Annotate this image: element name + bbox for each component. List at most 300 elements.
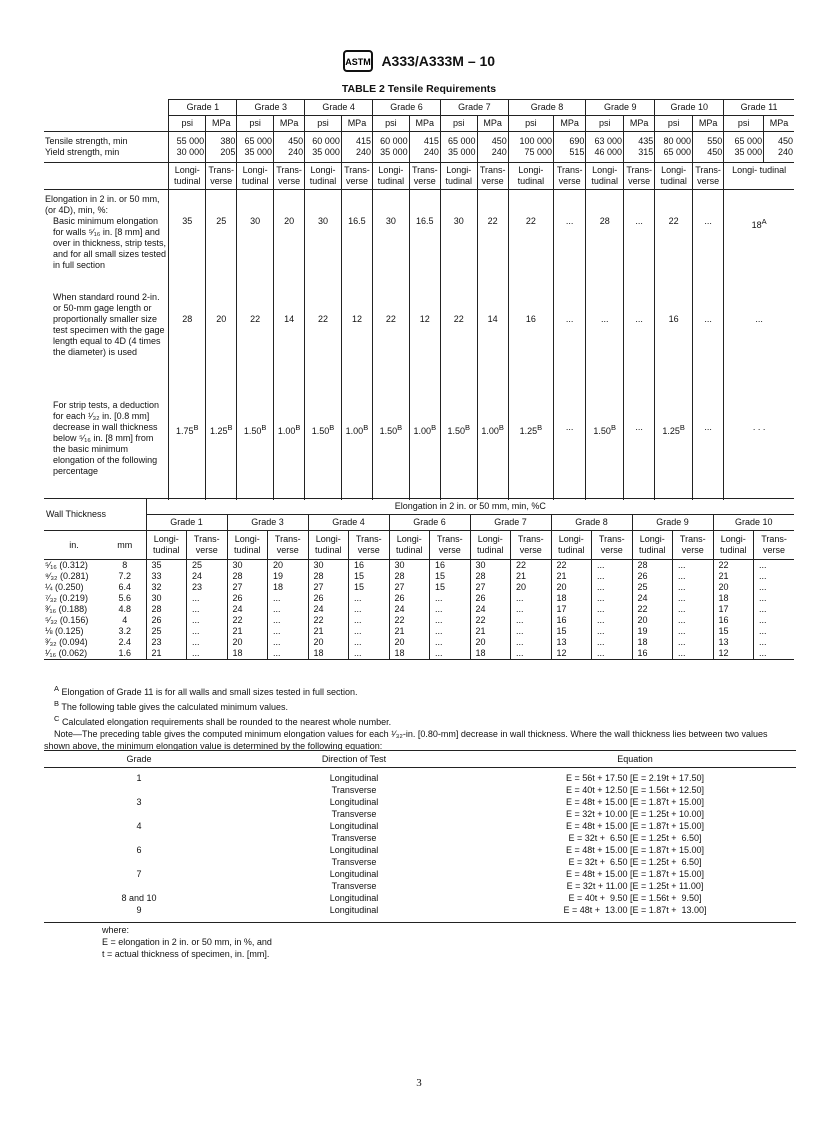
equation-formula: E = 48t + 15.00 [E = 1.87t + 15.00] — [565, 797, 705, 807]
equation-direction: Longitudinal — [234, 904, 474, 923]
strength-cell — [655, 132, 693, 163]
elongation-value: 24 — [389, 604, 430, 615]
row3-value: $1.00^B$ — [409, 400, 440, 500]
elongation-value: 24 — [632, 593, 673, 604]
thickness-mm: 6.4 — [118, 582, 131, 592]
grade-header: Grade 3 — [227, 515, 308, 531]
unit-header: psi — [237, 116, 274, 132]
tensile-value: 450 — [491, 136, 507, 146]
elongation-value: ... — [673, 604, 714, 615]
elongation-value: 16 — [713, 615, 754, 626]
elongation-value: ... — [673, 582, 714, 593]
thickness-mm: 2.4 — [118, 637, 131, 647]
row1-value: 16.5 — [409, 190, 440, 293]
row1-value: ... — [692, 190, 723, 293]
row3-value: ... — [554, 400, 586, 500]
yield-label: Yield strength, min — [45, 147, 120, 157]
row3-value: $1.25^B$ — [206, 400, 237, 500]
yield-value: 65 000 — [663, 147, 691, 157]
direction-header-g11: Longi- tudinal — [724, 163, 794, 190]
row2-value: 22 — [440, 292, 477, 400]
elongation-value: 21 — [470, 626, 511, 637]
elongation-span-header: Elongation in 2 in. or 50 mm, min, %C — [146, 499, 794, 515]
elongation-value: 22 — [511, 560, 552, 572]
row2-label: When standard round 2-in. or 50-mm gage length or proportionally smaller size test specimen with the gage length equal to 4D (4 times the diameter) is used — [53, 292, 165, 357]
elongation-value: 12 — [551, 648, 592, 660]
direction-header: Longi- tudinal — [508, 163, 553, 190]
elongation-value: ... — [511, 637, 552, 648]
elongation-value: 23 — [146, 637, 187, 648]
row2-value: 14 — [477, 292, 508, 400]
equation-row — [44, 856, 796, 868]
row3-label-cell — [44, 400, 169, 500]
elongation-value: 20 — [551, 582, 592, 593]
elongation-value: ... — [430, 637, 471, 648]
elongation-value: 13 — [713, 637, 754, 648]
equation-row — [44, 832, 796, 844]
row3-value: $1.25^B$ — [655, 400, 693, 500]
unit-header: MPa — [477, 116, 508, 132]
direction-header: Trans- verse — [409, 163, 440, 190]
row3-value: $1.00^B$ — [477, 400, 508, 500]
equation-grade — [44, 880, 234, 892]
elongation-value: 13 — [551, 637, 592, 648]
tensile-requirements-table — [44, 99, 794, 500]
elongation-value: 26 — [389, 593, 430, 604]
elongation-value: 23 — [187, 582, 228, 593]
row3-value: $1.50^B$ — [373, 400, 410, 500]
thickness-mm: 5.6 — [118, 593, 131, 603]
tensile-value: 100 000 — [519, 136, 553, 146]
equation-direction: Longitudinal — [329, 821, 379, 831]
row2-g11-value: ... — [724, 292, 794, 400]
grade-header: Grade 9 — [632, 515, 713, 531]
elongation-value: ... — [349, 593, 390, 604]
grade-header: Grade 6 — [389, 515, 470, 531]
elongation-value: ... — [592, 604, 633, 615]
elongation-value: ... — [349, 626, 390, 637]
elongation-value: 20 — [511, 582, 552, 593]
tensile-value: 65 000 — [244, 136, 272, 146]
elongation-value: 30 — [227, 560, 268, 572]
tensile-value: 65 000 — [734, 136, 763, 146]
strength-cell — [237, 132, 274, 163]
equation-direction: Longitudinal — [329, 893, 379, 903]
elongation-value: ... — [349, 637, 390, 648]
elongation-value: 25 — [187, 560, 228, 572]
elongation-value: 22 — [308, 615, 349, 626]
strength-cell — [409, 132, 440, 163]
grade-header: Grade 7 — [440, 100, 508, 116]
strength-cell — [724, 132, 764, 163]
elongation-value: 20 — [227, 637, 268, 648]
elongation-value: 18 — [470, 648, 511, 660]
yield-value: 30 000 — [176, 147, 205, 157]
equation-formula: E = 48t + 13.00 [E = 1.87t + 13.00] — [474, 904, 796, 923]
thickness-in: ⁹⁄₃₂ (0.281) — [45, 571, 89, 581]
row3-value: $1.50^B$ — [237, 400, 274, 500]
elongation-value: ... — [592, 626, 633, 637]
equation-formula: E = 48t + 15.00 [E = 1.87t + 15.00] — [565, 845, 705, 855]
row1-label: Basic minimum elongation for walls ⁵⁄₁₆ in. [8 mm] and over in thickness, strip tests, and for all small sizes tested in full section — [53, 216, 167, 270]
elongation-value: ... — [592, 615, 633, 626]
elongation-value: ... — [430, 615, 471, 626]
elongation-value: 19 — [268, 571, 309, 582]
page-header — [0, 50, 838, 72]
elongation-value: ... — [673, 571, 714, 582]
elongation-value: 21 — [511, 571, 552, 582]
page-number: 3 — [416, 1077, 422, 1089]
elongation-value: 15 — [349, 571, 390, 582]
document-id: A333/A333M – 10 — [381, 53, 496, 69]
equation-grade: 1 — [136, 773, 142, 783]
elongation-value: 27 — [308, 582, 349, 593]
elongation-value: 16 — [349, 560, 390, 572]
elongation-value: 18 — [713, 593, 754, 604]
yield-value: 46 000 — [594, 147, 623, 157]
thickness-mm: 8 — [104, 560, 146, 572]
elongation-value: 15 — [551, 626, 592, 637]
unit-header: MPa — [206, 116, 237, 132]
astm-logo-icon — [343, 50, 373, 72]
direction-header: Longi- tudinal — [440, 163, 477, 190]
row1-value: 30 — [305, 190, 342, 293]
row2-value: 12 — [341, 292, 372, 400]
strength-cell — [692, 132, 723, 163]
row1-value: 30 — [373, 190, 410, 293]
grade-header: Grade 1 — [146, 515, 227, 531]
transverse-header: Trans- verse — [592, 531, 633, 560]
row1-value: 28 — [586, 190, 624, 293]
elongation-value: ... — [511, 626, 552, 637]
strength-cell — [508, 132, 553, 163]
thickness-in: ⁵⁄₃₂ (0.156) — [45, 615, 89, 625]
row3-g11-value: . . . — [724, 400, 794, 500]
yield-value: 240 — [491, 147, 507, 157]
elongation-value: 18 — [268, 582, 309, 593]
grade-header: Grade 8 — [508, 100, 586, 116]
equation-header: Equation — [474, 751, 796, 768]
elongation-value: 18 — [389, 648, 430, 660]
row2-value: 28 — [169, 292, 206, 400]
unit-header: psi — [305, 116, 342, 132]
table-row — [44, 615, 794, 626]
direction-header: Trans- verse — [206, 163, 237, 190]
table-row — [44, 560, 794, 572]
direction-header: Longi- tudinal — [655, 163, 693, 190]
row1-value: 22 — [508, 190, 553, 293]
direction-header: Trans- verse — [341, 163, 372, 190]
table-row — [44, 593, 794, 604]
elongation-value: 15 — [430, 582, 471, 593]
tensile-value: 450 — [288, 136, 304, 146]
equation-direction: Transverse — [331, 833, 377, 843]
row1-value: 20 — [273, 190, 304, 293]
table-row — [44, 648, 794, 660]
equation-formula: E = 32t + 10.00 [E = 1.25t + 10.00] — [565, 809, 705, 819]
equation-row — [44, 904, 796, 923]
longitudinal-header: Longi- tudinal — [713, 531, 754, 560]
tensile-value: 415 — [423, 136, 439, 146]
row2-value: 16 — [655, 292, 693, 400]
thickness-in: ³⁄₃₂ (0.094) — [45, 637, 88, 647]
row2-value: 14 — [273, 292, 304, 400]
elongation-value: ... — [430, 626, 471, 637]
elongation-value: 27 — [470, 582, 511, 593]
where-intro: where: — [102, 925, 130, 935]
row2-value: 16 — [508, 292, 553, 400]
row1-value: ... — [554, 190, 586, 293]
grade-header: Grade 9 — [586, 100, 655, 116]
thickness-in: ¼ (0.250) — [45, 582, 84, 592]
table-row — [44, 571, 794, 582]
col-in-header: in. — [44, 531, 104, 560]
elongation-value: 22 — [632, 604, 673, 615]
elongation-value: 26 — [632, 571, 673, 582]
elongation-value: ... — [268, 593, 309, 604]
tensile-value: 550 — [707, 136, 723, 146]
equation-row — [44, 844, 796, 856]
equation-header: Grade — [44, 751, 234, 768]
yield-value: 240 — [356, 147, 372, 157]
thickness-in: ⅛ (0.125) — [45, 626, 84, 636]
equation-grade: 3 — [136, 797, 142, 807]
equation-formula: E = 48t + 15.00 [E = 1.87t + 15.00] — [565, 821, 705, 831]
grade-header: Grade 10 — [713, 515, 794, 531]
elongation-value: 30 — [470, 560, 511, 572]
elongation-value: ... — [592, 637, 633, 648]
table-row — [44, 582, 794, 593]
strength-labels — [44, 132, 169, 163]
row3-label: For strip tests, a deduction for each ¹⁄₃₂ in. [0.8 mm] decrease in wall thickness below ⁵⁄₁₆ in. [8 mm] from the basic minimum elongation of the following percentage — [53, 400, 160, 476]
elongation-value: 28 — [227, 571, 268, 582]
row1-label-cell — [44, 190, 169, 293]
row1-value: 25 — [206, 190, 237, 293]
equation-grade: 4 — [136, 821, 142, 831]
row2-value: ... — [692, 292, 723, 400]
elongation-value: 15 — [349, 582, 390, 593]
longitudinal-header: Longi- tudinal — [227, 531, 268, 560]
yield-value: 315 — [638, 147, 654, 157]
elongation-value: ... — [592, 571, 633, 582]
grade-header: Grade 8 — [551, 515, 632, 531]
transverse-header: Trans- verse — [511, 531, 552, 560]
unit-header: psi — [169, 116, 206, 132]
elongation-value: 20 — [308, 637, 349, 648]
direction-header: Trans- verse — [554, 163, 586, 190]
unit-header: MPa — [341, 116, 372, 132]
elongation-value: 18 — [632, 637, 673, 648]
elongation-value: 22 — [713, 560, 754, 572]
row1-value: 35 — [169, 190, 206, 293]
unit-header: MPa — [554, 116, 586, 132]
unit-header: psi — [440, 116, 477, 132]
elongation-value: ... — [511, 593, 552, 604]
tensile-value: 380 — [220, 136, 236, 146]
table-row — [44, 626, 794, 637]
row3-value: $1.25^B$ — [508, 400, 553, 500]
direction-header: Longi- tudinal — [169, 163, 206, 190]
elongation-value: 12 — [713, 648, 754, 660]
elongation-value: ... — [754, 604, 795, 615]
footnote-a: $^A$ Elongation of Grade 11 is for all walls and small sizes tested in full section. — [54, 684, 358, 697]
elongation-value: ... — [349, 648, 390, 660]
elongation-value: ... — [268, 626, 309, 637]
elongation-value: 22 — [551, 560, 592, 572]
elongation-value: 28 — [470, 571, 511, 582]
elongation-value: 17 — [551, 604, 592, 615]
elongation-value: 18 — [308, 648, 349, 660]
elongation-value: 22 — [470, 615, 511, 626]
row2-value: ... — [624, 292, 655, 400]
equation-grade — [44, 784, 234, 796]
elongation-value: ... — [349, 615, 390, 626]
row3-value: $1.50^B$ — [586, 400, 624, 500]
direction-header: Trans- verse — [273, 163, 304, 190]
elongation-value: ... — [754, 571, 795, 582]
transverse-header: Trans- verse — [268, 531, 309, 560]
blank-cell — [44, 163, 169, 190]
elongation-value: 20 — [470, 637, 511, 648]
thickness-in: ¹⁄₁₆ (0.062) — [44, 648, 104, 660]
longitudinal-header: Longi- tudinal — [146, 531, 187, 560]
equation-formula: E = 48t + 15.00 [E = 1.87t + 15.00] — [565, 869, 705, 879]
elongation-value: 15 — [713, 626, 754, 637]
row1-value: 30 — [237, 190, 274, 293]
unit-header: MPa — [409, 116, 440, 132]
direction-header: Trans- verse — [692, 163, 723, 190]
elongation-value: 30 — [308, 560, 349, 572]
unit-header: psi — [655, 116, 693, 132]
wall-thickness-table — [44, 498, 794, 660]
thickness-mm: 4 — [122, 615, 128, 625]
transverse-header: Trans- verse — [349, 531, 390, 560]
elongation-value: 28 — [632, 560, 673, 572]
elongation-value: 28 — [308, 571, 349, 582]
yield-value: 205 — [220, 147, 236, 157]
row2-value: 12 — [409, 292, 440, 400]
equation-formula: E = 32t + 6.50 [E = 1.25t + 6.50] — [568, 833, 702, 843]
elongation-value: ... — [673, 637, 714, 648]
direction-header: Longi- tudinal — [586, 163, 624, 190]
row1-value: 30 — [440, 190, 477, 293]
thickness-in: ⁷⁄₃₂ (0.219) — [45, 593, 88, 603]
unit-header: MPa — [624, 116, 655, 132]
equation-row — [44, 808, 796, 820]
equation-grade — [44, 856, 234, 868]
elongation-value: 16 — [551, 615, 592, 626]
tensile-value: 415 — [356, 136, 372, 146]
elongation-value: 22 — [389, 615, 430, 626]
strength-cell — [373, 132, 410, 163]
elongation-value: ... — [592, 582, 633, 593]
elongation-value: 20 — [632, 615, 673, 626]
equation-row — [44, 880, 796, 892]
elongation-value: 21 — [551, 571, 592, 582]
footnotes — [44, 683, 796, 752]
equation-grade — [44, 832, 234, 844]
elongation-value: 18 — [551, 593, 592, 604]
direction-header: Longi- tudinal — [305, 163, 342, 190]
elongation-value: 21 — [308, 626, 349, 637]
elongation-value: ... — [754, 593, 795, 604]
elongation-value: ... — [673, 593, 714, 604]
elongation-value: ... — [430, 593, 471, 604]
elongation-value: ... — [754, 637, 795, 648]
transverse-header: Trans- verse — [754, 531, 795, 560]
elongation-value: ... — [349, 604, 390, 615]
strength-cell — [764, 132, 794, 163]
equation-direction: Longitudinal — [329, 797, 379, 807]
yield-value: 240 — [288, 147, 304, 157]
row2-label-cell — [44, 292, 169, 400]
yield-value: 35 000 — [244, 147, 272, 157]
unit-header: psi — [508, 116, 553, 132]
equation-row — [44, 820, 796, 832]
row1-g11-value: $18^A$ — [724, 190, 794, 293]
elongation-value: 21 — [389, 626, 430, 637]
wall-thickness-label: Wall Thickness — [44, 499, 146, 531]
yield-value: 515 — [569, 147, 585, 157]
transverse-header: Trans- verse — [430, 531, 471, 560]
yield-value: 75 000 — [524, 147, 553, 157]
elongation-value: ... — [673, 560, 714, 572]
row2-value: ... — [586, 292, 624, 400]
thickness-in: ⁵⁄₁₆ (0.312) — [44, 560, 104, 572]
longitudinal-header: Longi- tudinal — [470, 531, 511, 560]
elongation-value: 26 — [146, 615, 187, 626]
elongation-value: 35 — [146, 560, 187, 572]
elongation-value: 25 — [632, 582, 673, 593]
elongation-value: ... — [268, 615, 309, 626]
strength-cell — [273, 132, 304, 163]
elongation-value: 33 — [146, 571, 187, 582]
equation-grade — [44, 808, 234, 820]
tensile-label: Tensile strength, min — [45, 136, 128, 146]
elongation-value: 24 — [227, 604, 268, 615]
elongation-value: ... — [187, 604, 228, 615]
transverse-header: Trans- verse — [187, 531, 228, 560]
equation-grade: 8 and 10 — [121, 893, 157, 903]
row2-value: 22 — [373, 292, 410, 400]
unit-header: psi — [373, 116, 410, 132]
blank-cell — [44, 116, 169, 132]
elongation-value: 25 — [146, 626, 187, 637]
row2-value: 22 — [237, 292, 274, 400]
direction-header: Trans- verse — [477, 163, 508, 190]
elongation-value: ... — [511, 604, 552, 615]
where-t-def: t = actual thickness of specimen, in. [mm]. — [102, 949, 270, 959]
row2-value: 20 — [206, 292, 237, 400]
tensile-value: 63 000 — [594, 136, 623, 146]
where-block — [102, 924, 272, 960]
direction-header: Longi- tudinal — [373, 163, 410, 190]
elongation-value: ... — [430, 604, 471, 615]
strength-cell — [169, 132, 206, 163]
row1-value: 22 — [655, 190, 693, 293]
table2-caption: TABLE 2 Tensile Requirements — [341, 83, 497, 95]
tensile-value: 450 — [777, 136, 793, 146]
elongation-value: 21 — [227, 626, 268, 637]
footnote-b: $^B$ The following table gives the calculated minimum values. — [54, 699, 288, 712]
table-row — [44, 637, 794, 648]
equation-formula: E = 40t + 12.50 [E = 1.56t + 12.50] — [565, 785, 705, 795]
tensile-value: 60 000 — [312, 136, 340, 146]
elongation-value: 26 — [308, 593, 349, 604]
equation-direction: Longitudinal — [329, 773, 379, 783]
grade-header: Grade 1 — [169, 100, 237, 116]
equation-row — [44, 892, 796, 904]
